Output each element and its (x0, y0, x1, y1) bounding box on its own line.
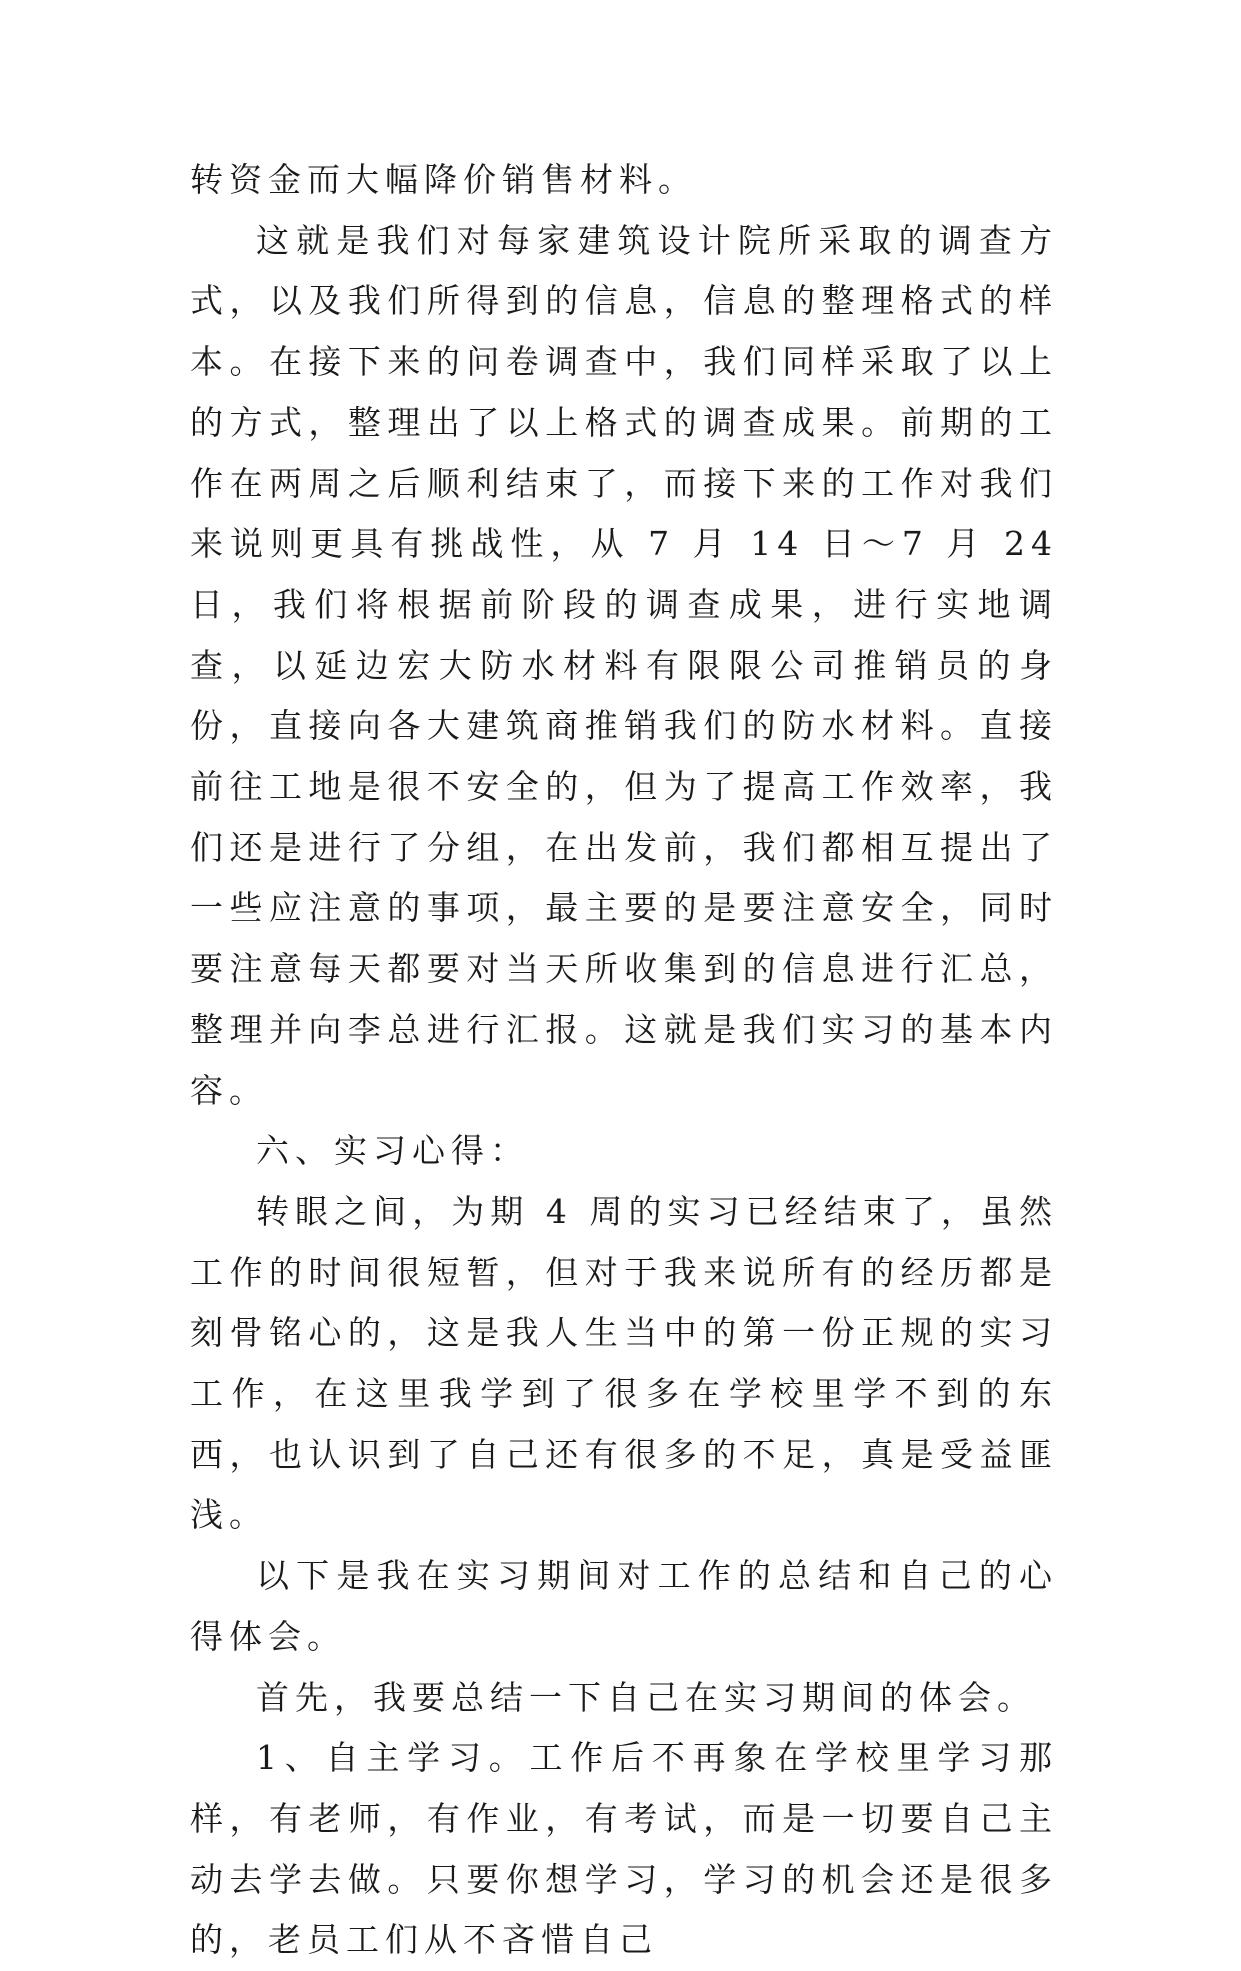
paragraph-self-learning: 1、自主学习。工作后不再象在学校里学习那样，有老师，有作业，有考试，而是一切要自己主动去学去做。只要你想学习，学习的机会还是很多的，老员工们从不吝惜自己 (190, 1738, 1058, 1960)
paragraph-first-summary: 首先，我要总结一下自己在实习期间的体会。 (256, 1677, 1036, 1717)
paragraph-internship-reflection: 转眼之间，为期 4 周的实习已经结束了，虽然工作的时间很短暂，但对于我来说所有的经历都是刻骨铭心的，这是我人生当中的第一份正规的实习工作，在这里我学到了很多在学校里学不到的东西，也认识到了自己还有很多的不足，真是受益匪浅。 (190, 1191, 1058, 1535)
section-heading-internship-insights: 六、实习心得： (256, 1131, 529, 1171)
paragraph-summary-intro: 以下是我在实习期间对工作的总结和自己的心得体会。 (190, 1556, 1058, 1656)
paragraph-survey-method: 这就是我们对每家建筑设计院所采取的调查方式，以及我们所得到的信息，信息的整理格式的样本。在接下来的问卷调查中，我们同样采取了以上的方式，整理出了以上格式的调查成果。前期的工作在两周之后顺利结束了，而接下来的工作对我们来说则更具有挑战性，从 7 月 14 日～7 月 24 日，我们将根据前阶段的调查成果，进行实地调查，以延边宏大防水材料有限限公司推销员的身份，直接向各大建筑商推销我们的防水材料。直接前往工地是很不安全的，但为了提高工作效率，我们还是进行了分组，在出发前，我们都相互提出了一些应注意的事项，最主要的是要注意安全，同时要注意每天都要对当天所收集到的信息进行汇总，整理并向李总进行汇报。这就是我们实习的基本内容。 (190, 220, 1058, 1110)
paragraph-continuation: 转资金而大幅降价销售材料。 (190, 160, 697, 199)
document-body (190, 150, 1058, 1971)
